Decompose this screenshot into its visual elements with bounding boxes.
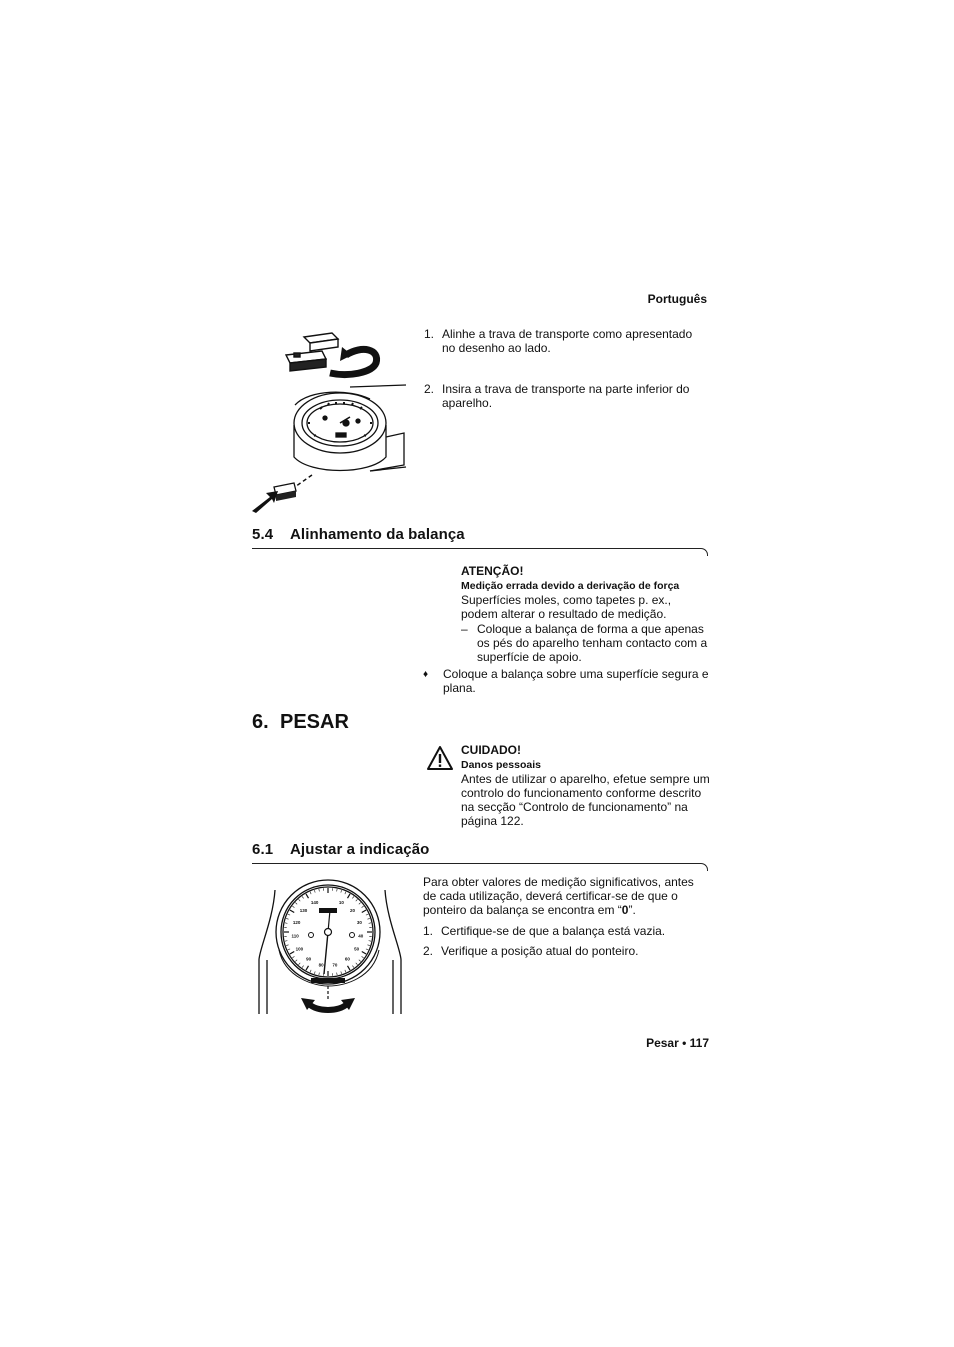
transport-lock-illustration (250, 325, 410, 515)
section-heading-6-1 (252, 841, 429, 858)
scale-dial-illustration (255, 880, 405, 1015)
caution-notice (461, 743, 711, 828)
dial-number: 10 (338, 899, 344, 905)
section-heading-5-4 (252, 526, 465, 543)
insert-arrow-icon (252, 483, 296, 513)
section-rule-end (700, 863, 708, 871)
intro-end: ”. (628, 903, 636, 917)
page-footer: Pesar • 117 (646, 1036, 709, 1050)
dial-number: 30 (356, 919, 362, 925)
dial-number: 20 (350, 907, 356, 913)
dial-number: 120 (292, 919, 301, 925)
dial-number: 90 (306, 956, 312, 962)
dash-mark: – (461, 622, 468, 636)
intro-text: Para obter valores de medição significativos, antes de cada utilização, deverá certificar-se de que o ponteiro da balança se encontra em “ (423, 875, 694, 917)
chapter-heading-6 (252, 711, 349, 734)
step-text: Alinhe a trava de transporte como apresentado no desenho ao lado. (442, 327, 693, 355)
bullet-item (423, 667, 709, 695)
intro-zero: 0 (621, 903, 629, 917)
warning-triangle-icon (426, 745, 454, 771)
section-title: Ajustar a indicação (290, 841, 430, 858)
notice-text: Superfícies moles, como tapetes p. ex., podem alterar o resultado de medição. (461, 593, 672, 621)
chapter-title: PESAR (280, 711, 349, 733)
dial-number: 130 (299, 907, 308, 913)
dial-number: 140 (310, 899, 319, 905)
dash-item (461, 622, 711, 664)
chapter-number: 6. (252, 711, 269, 733)
step-2 (424, 382, 708, 410)
caution-subtitle: Danos pessoais (461, 759, 541, 771)
step-text: Insira a trava de transporte na parte inferior do aparelho. (442, 382, 690, 410)
step-text: Certifique-se de que a balança está vazia. (441, 924, 666, 938)
bullet-mark: ♦ (423, 669, 429, 680)
step-number: 2. (424, 382, 435, 396)
adjust-intro (423, 875, 709, 917)
scale-side-view (294, 385, 406, 471)
language-label: Português (647, 292, 707, 306)
dial-number: 80 (318, 962, 324, 968)
dial-number: 70 (332, 962, 338, 968)
step-number: 1. (423, 924, 434, 938)
section-number: 5.4 (252, 526, 274, 543)
dial-number: 50 (354, 946, 360, 952)
rotate-arrow-icon (330, 347, 377, 375)
dash-text: Coloque a balança de forma a que apenas os pés do aparelho tenham contacto com a superfície de apoio. (477, 622, 708, 664)
dial-number: 100 (295, 946, 304, 952)
section-rule (252, 548, 701, 549)
transport-lock-piece-icon (286, 333, 338, 371)
transport-steps (424, 327, 708, 410)
attention-notice (461, 564, 711, 621)
step-2 (423, 944, 709, 958)
caution-text: Antes de utilizar o aparelho, efetue sempre um controlo do funcionamento conforme descrito na secção “Controlo de funcionamento” na página 122. (461, 772, 710, 828)
dial-number: 110 (291, 933, 299, 939)
caution-label: CUIDADO! (461, 743, 521, 757)
step-number: 1. (424, 327, 435, 341)
step-1 (424, 327, 708, 355)
step-number: 2. (423, 944, 434, 958)
notice-label: ATENÇÃO! (461, 564, 524, 578)
section-title: Alinhamento da balança (290, 526, 465, 543)
step-1 (423, 924, 709, 938)
adjust-arrow-icon (301, 998, 355, 1010)
section-rule-end (700, 548, 708, 556)
brand-logo (319, 908, 337, 913)
step-text: Verifique a posição atual do ponteiro. (441, 944, 639, 958)
section-rule (252, 863, 701, 864)
dial-number: 40 (358, 933, 364, 939)
adjust-steps (423, 924, 709, 958)
bullet-text: Coloque a balança sobre uma superfície segura e plana. (443, 667, 709, 695)
section-number: 6.1 (252, 841, 274, 858)
dial-number: 60 (344, 956, 350, 962)
notice-subtitle: Medição errada devido a derivação de força (461, 580, 680, 592)
